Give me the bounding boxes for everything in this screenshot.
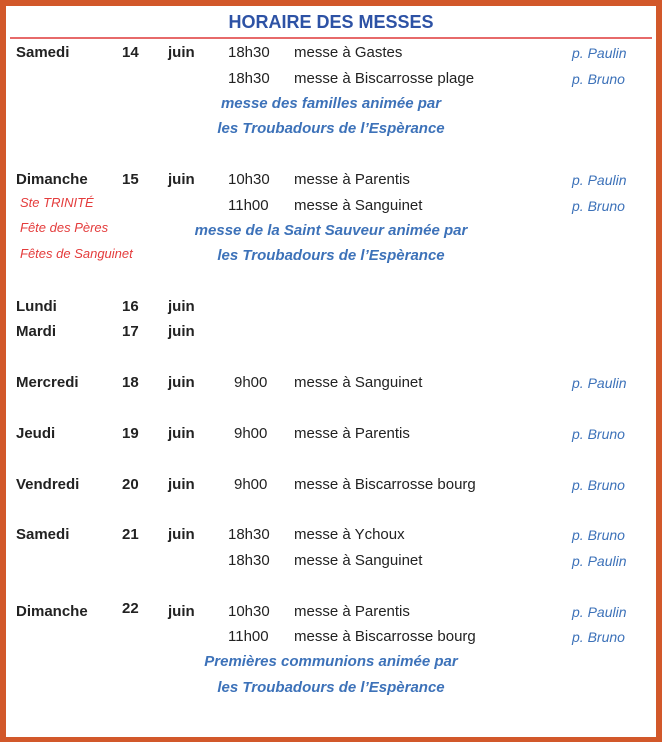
month: juin [168, 298, 195, 315]
page-title: HORAIRE DES MESSES [228, 12, 434, 32]
mass-note: messe des familles animée par [220, 95, 442, 112]
mass-note: les Troubadours de l’Espèrance [217, 247, 445, 264]
day-name: Samedi [16, 44, 70, 61]
day-name: Mardi [16, 323, 57, 340]
priest-name: p. Bruno [572, 527, 625, 543]
mass-time: 9h00 [234, 476, 268, 493]
mass-location: messe à Sanguinet [294, 552, 423, 569]
month: juin [168, 476, 195, 493]
mass-location: messe à Biscarrosse bourg [294, 628, 476, 645]
mass-location: messe à Gastes [294, 44, 403, 61]
mass-time: 11h00 [228, 628, 269, 645]
day-number: 21 [122, 526, 139, 543]
month: juin [168, 603, 195, 620]
mass-time: 10h30 [228, 171, 270, 188]
mass-note: Premières communions animée par [204, 653, 458, 670]
month: juin [168, 425, 195, 442]
mass-note: messe de la Saint Sauveur animée par [194, 222, 468, 239]
mass-time: 18h30 [228, 70, 270, 87]
day-number: 14 [122, 44, 139, 61]
priest-name: p. Paulin [572, 553, 627, 569]
priest-name: p. Paulin [572, 172, 627, 188]
mass-note: les Troubadours de l’Espèrance [217, 679, 445, 696]
feast-label: Fête des Pères [20, 220, 109, 235]
mass-time: 18h30 [228, 552, 270, 569]
day-number: 17 [122, 323, 139, 340]
title-divider [10, 37, 652, 39]
month: juin [168, 44, 195, 61]
month: juin [168, 374, 195, 391]
priest-name: p. Paulin [572, 45, 627, 61]
priest-name: p. Paulin [572, 604, 627, 620]
day-name: Mercredi [16, 374, 79, 391]
mass-time: 18h30 [228, 526, 270, 543]
day-number: 18 [122, 374, 139, 391]
day-name: Dimanche [16, 603, 88, 620]
day-name: Dimanche [16, 171, 88, 188]
day-number: 22 [122, 600, 139, 617]
mass-location: messe à Ychoux [294, 526, 405, 543]
mass-time: 9h00 [234, 374, 268, 391]
day-number: 16 [122, 298, 139, 315]
month: juin [168, 171, 195, 188]
mass-location: messe à Parentis [294, 425, 410, 442]
month: juin [168, 323, 195, 340]
mass-location: messe à Biscarrosse bourg [294, 476, 476, 493]
month: juin [168, 526, 195, 543]
day-number: 15 [122, 171, 139, 188]
schedule-panel [6, 6, 656, 737]
day-name: Samedi [16, 526, 70, 543]
mass-location: messe à Parentis [294, 603, 410, 620]
mass-note: les Troubadours de l’Espèrance [217, 120, 445, 137]
feast-label: Ste TRINITÉ [20, 195, 94, 210]
priest-name: p. Paulin [572, 375, 627, 391]
mass-location: messe à Sanguinet [294, 374, 423, 391]
mass-location: messe à Parentis [294, 171, 410, 188]
mass-time: 11h00 [228, 197, 269, 214]
mass-time: 10h30 [228, 603, 270, 620]
day-name: Vendredi [16, 476, 80, 493]
priest-name: p. Bruno [572, 426, 625, 442]
priest-name: p. Bruno [572, 477, 625, 493]
day-number: 20 [122, 476, 139, 493]
priest-name: p. Bruno [572, 198, 625, 214]
day-name: Lundi [16, 298, 57, 315]
priest-name: p. Bruno [572, 629, 625, 645]
day-number: 19 [122, 425, 139, 442]
mass-location: messe à Biscarrosse plage [294, 70, 475, 87]
mass-time: 9h00 [234, 425, 268, 442]
feast-label: Fêtes de Sanguinet [20, 246, 133, 261]
day-name: Jeudi [16, 425, 56, 442]
mass-time: 18h30 [228, 44, 270, 61]
mass-location: messe à Sanguinet [294, 197, 423, 214]
priest-name: p. Bruno [572, 71, 625, 87]
